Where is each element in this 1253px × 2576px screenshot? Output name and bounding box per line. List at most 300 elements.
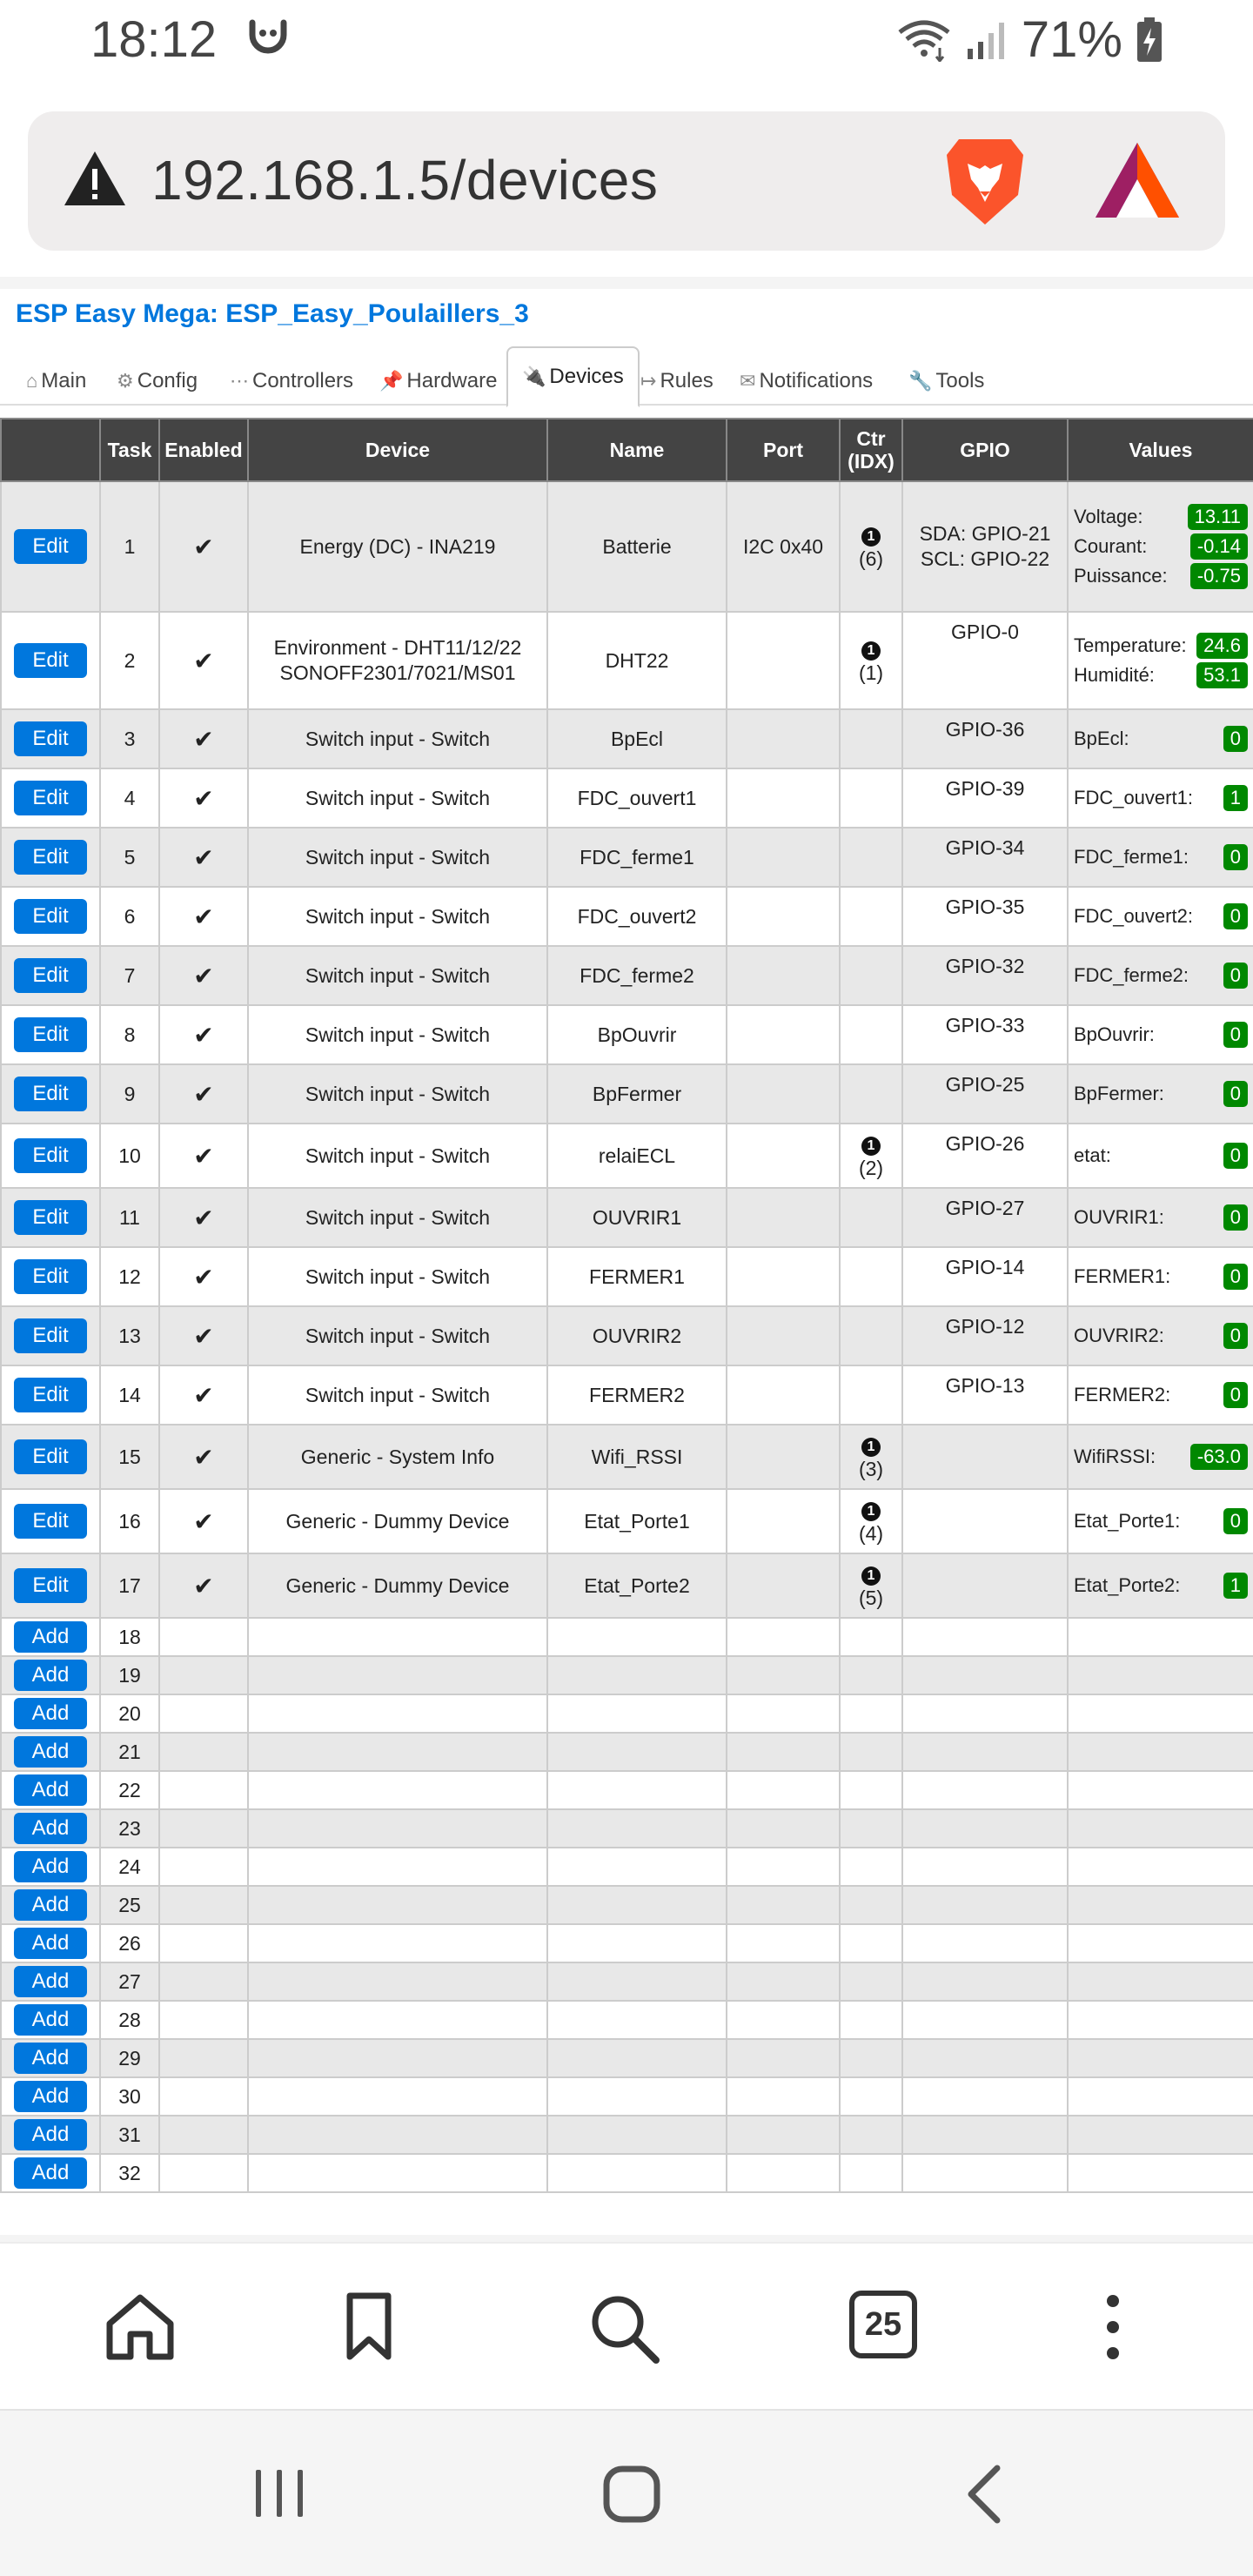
cell-name: OUVRIR2	[547, 1306, 727, 1365]
add-button[interactable]: Add	[14, 2081, 87, 2112]
table-row-empty	[1, 2001, 1253, 2039]
cell-empty	[547, 1771, 727, 1809]
cell-empty	[1068, 1924, 1253, 1962]
add-button[interactable]: Add	[14, 2119, 87, 2150]
cell-gpio	[902, 946, 1068, 1005]
cell-empty	[727, 1656, 840, 1694]
cell-empty	[840, 2039, 902, 2077]
table-row	[1, 481, 1253, 612]
table-row	[1, 887, 1253, 946]
cell-empty	[1068, 1962, 1253, 2001]
col-header-port: Port	[727, 419, 840, 481]
idx-value: (6)	[858, 547, 884, 571]
edit-button[interactable]: Edit	[14, 1200, 87, 1235]
cell-enabled	[159, 709, 248, 768]
tab-rules-label: Rules	[660, 369, 714, 392]
edit-button[interactable]: Edit	[14, 1077, 87, 1111]
cell-device: Switch input - Switch	[248, 1124, 547, 1188]
cell-empty	[1068, 1656, 1253, 1694]
value-badge: 1	[1223, 1573, 1248, 1599]
cell-port	[727, 1247, 840, 1306]
cell-name: Wifi_RSSI	[547, 1425, 727, 1489]
value-label: Etat_Porte2:	[1074, 1574, 1181, 1597]
page-title[interactable]: ESP Easy Mega: ESP_Easy_Poulaillers_3	[16, 299, 529, 328]
value-row	[1074, 961, 1248, 990]
value-row	[1074, 631, 1248, 661]
more-menu-icon[interactable]	[1100, 2292, 1126, 2362]
table-row-empty	[1, 2154, 1253, 2192]
value-label: FDC_ouvert2:	[1074, 905, 1193, 928]
cell-empty	[547, 2116, 727, 2154]
cell-port	[727, 1188, 840, 1247]
browser-toolbar	[0, 87, 1253, 277]
cell-action	[1, 2039, 100, 2077]
cell-device: Switch input - Switch	[248, 1064, 547, 1124]
gpio-line: GPIO-14	[945, 1256, 1025, 1278]
cell-gpio	[902, 768, 1068, 828]
cell-values	[1068, 1425, 1253, 1489]
cell-enabled	[159, 828, 248, 887]
tab-controllers-label: Controllers	[252, 369, 354, 392]
add-button[interactable]: Add	[14, 1736, 87, 1768]
home-icon[interactable]	[104, 2292, 176, 2362]
cell-device: Switch input - Switch	[248, 946, 547, 1005]
cell-device: Generic - Dummy Device	[248, 1489, 547, 1553]
value-label: OUVRIR2:	[1074, 1325, 1164, 1347]
tab-hardware-label: Hardware	[406, 369, 498, 392]
cell-empty	[547, 1848, 727, 1886]
cell-port	[727, 887, 840, 946]
cell-empty	[902, 1656, 1068, 1694]
cell-action	[1, 887, 100, 946]
cell-empty	[547, 1694, 727, 1733]
signal-icon	[966, 19, 1008, 61]
cell-name: Batterie	[547, 481, 727, 612]
table-row	[1, 1425, 1253, 1489]
battery-percent: 71%	[1021, 11, 1122, 68]
cell-port	[727, 1064, 840, 1124]
cell-empty	[248, 2039, 547, 2077]
cell-port: I2C 0x40	[727, 481, 840, 612]
add-button[interactable]: Add	[14, 1851, 87, 1882]
cell-action	[1, 2001, 100, 2039]
cell-ctr-idx	[840, 1306, 902, 1365]
cell-empty	[727, 2001, 840, 2039]
cell-device: Switch input - Switch	[248, 1306, 547, 1365]
nav-tabs	[0, 346, 1253, 406]
idx-value: (3)	[858, 1458, 884, 1481]
gpio-line: GPIO-32	[945, 955, 1025, 977]
cell-action	[1, 1771, 100, 1809]
cell-values	[1068, 1553, 1253, 1618]
cell-ctr-idx	[840, 768, 902, 828]
tab-notifications-label: Notifications	[759, 369, 874, 392]
value-badge: 0	[1223, 1264, 1248, 1290]
cell-empty	[159, 2077, 248, 2116]
cell-empty	[547, 1962, 727, 2001]
value-row	[1074, 1203, 1248, 1232]
add-button[interactable]: Add	[14, 1889, 87, 1921]
edit-button[interactable]: Edit	[14, 721, 87, 756]
col-header-values: Values	[1068, 419, 1253, 481]
col-header-enabled: Enabled	[159, 419, 248, 481]
cell-empty	[1068, 1848, 1253, 1886]
add-button[interactable]: Add	[14, 1621, 87, 1653]
cell-values	[1068, 1064, 1253, 1124]
devices-table	[0, 418, 1253, 2193]
cell-action	[1, 2154, 100, 2192]
check-icon: ✔	[193, 962, 214, 989]
cell-empty	[902, 1809, 1068, 1848]
cell-empty	[159, 1618, 248, 1656]
value-label: Puissance:	[1074, 565, 1168, 587]
value-badge: 0	[1223, 844, 1248, 870]
cell-ctr-idx	[840, 1124, 902, 1188]
notification-face-icon	[244, 14, 292, 63]
arrow-icon: ↦	[640, 370, 657, 392]
cell-action	[1, 1247, 100, 1306]
add-button[interactable]: Add	[14, 1928, 87, 1959]
value-row	[1074, 561, 1248, 591]
cell-task: 24	[100, 1848, 159, 1886]
cell-enabled	[159, 1553, 248, 1618]
check-icon: ✔	[193, 647, 214, 674]
controller-1-icon: 1	[861, 1438, 881, 1457]
cell-empty	[727, 2154, 840, 2192]
value-row	[1074, 1020, 1248, 1050]
value-label: Courant:	[1074, 535, 1148, 558]
cell-ctr-idx	[840, 1064, 902, 1124]
cell-empty	[159, 1886, 248, 1924]
table-row	[1, 1064, 1253, 1124]
cell-name: BpEcl	[547, 709, 727, 768]
cell-empty	[727, 1771, 840, 1809]
edit-button[interactable]: Edit	[14, 958, 87, 993]
cell-name: OUVRIR1	[547, 1188, 727, 1247]
pin-icon: 📌	[379, 370, 404, 392]
table-row	[1, 828, 1253, 887]
value-label: etat:	[1074, 1144, 1111, 1167]
cell-task: 9	[100, 1064, 159, 1124]
edit-button[interactable]: Edit	[14, 1504, 87, 1539]
gpio-line: SCL: GPIO-22	[920, 547, 1050, 570]
table-row-empty	[1, 1694, 1253, 1733]
cell-gpio	[902, 1064, 1068, 1124]
value-label: BpOuvrir:	[1074, 1023, 1155, 1046]
table-row	[1, 1247, 1253, 1306]
table-row-empty	[1, 1962, 1253, 2001]
gpio-line: GPIO-26	[945, 1132, 1025, 1155]
value-row	[1074, 902, 1248, 931]
cell-gpio	[902, 1124, 1068, 1188]
cell-action	[1, 1188, 100, 1247]
cell-gpio	[902, 828, 1068, 887]
edit-button[interactable]: Edit	[14, 1138, 87, 1173]
cell-task: 31	[100, 2116, 159, 2154]
value-badge: 53.1	[1196, 662, 1248, 688]
value-badge: 0	[1223, 963, 1248, 989]
cell-action	[1, 1694, 100, 1733]
brave-rewards-icon[interactable]	[1094, 141, 1181, 221]
edit-button[interactable]: Edit	[14, 1017, 87, 1052]
cell-empty	[159, 1962, 248, 2001]
cell-empty	[902, 2154, 1068, 2192]
recent-apps-icon[interactable]	[252, 2466, 306, 2520]
tab-config[interactable]	[117, 357, 198, 406]
cell-empty	[547, 1733, 727, 1771]
cell-empty	[902, 1694, 1068, 1733]
android-home-icon[interactable]	[602, 2465, 661, 2524]
table-row-empty	[1, 1848, 1253, 1886]
url-text[interactable]: 192.168.1.5/devices	[151, 149, 659, 211]
tab-hardware[interactable]	[379, 357, 497, 406]
cell-empty	[727, 1924, 840, 1962]
cell-values	[1068, 1005, 1253, 1064]
cell-ctr-idx	[840, 1188, 902, 1247]
cell-empty	[840, 2116, 902, 2154]
cell-device: Environment - DHT11/12/22 SONOFF2301/7021/MS01	[248, 612, 547, 709]
cell-task: 27	[100, 1962, 159, 2001]
cell-action	[1, 1962, 100, 2001]
cell-empty	[902, 2001, 1068, 2039]
cell-gpio	[902, 1306, 1068, 1365]
cell-empty	[902, 2077, 1068, 2116]
value-row	[1074, 1442, 1248, 1472]
cell-empty	[1068, 2154, 1253, 2192]
value-row	[1074, 1506, 1248, 1536]
add-button[interactable]: Add	[14, 1660, 87, 1691]
cell-task: 2	[100, 612, 159, 709]
cell-empty	[1068, 1618, 1253, 1656]
cell-task: 8	[100, 1005, 159, 1064]
edit-button[interactable]: Edit	[14, 840, 87, 875]
cell-port	[727, 1124, 840, 1188]
add-button[interactable]: Add	[14, 2004, 87, 2036]
cell-empty	[159, 1656, 248, 1694]
cell-empty	[248, 2001, 547, 2039]
cell-action	[1, 768, 100, 828]
cell-values	[1068, 1306, 1253, 1365]
cell-task: 11	[100, 1188, 159, 1247]
cell-device: Switch input - Switch	[248, 1247, 547, 1306]
cell-gpio	[902, 1365, 1068, 1425]
cell-port	[727, 946, 840, 1005]
cell-empty	[840, 2001, 902, 2039]
page-bottom-band	[0, 2235, 1253, 2242]
check-icon: ✔	[193, 902, 214, 930]
cell-empty	[248, 1848, 547, 1886]
edit-button[interactable]: Edit	[14, 1568, 87, 1603]
cell-empty	[727, 1809, 840, 1848]
cell-empty	[902, 1618, 1068, 1656]
cell-action	[1, 1553, 100, 1618]
add-button[interactable]: Add	[14, 1698, 87, 1729]
cell-task: 6	[100, 887, 159, 946]
cell-empty	[1068, 2039, 1253, 2077]
cell-ctr-idx	[840, 1489, 902, 1553]
table-row-empty	[1, 1886, 1253, 1924]
cell-empty	[547, 2039, 727, 2077]
cell-empty	[1068, 1771, 1253, 1809]
cell-enabled	[159, 768, 248, 828]
idx-value: (4)	[858, 1522, 884, 1546]
cell-action	[1, 2116, 100, 2154]
brave-shield-icon[interactable]	[941, 134, 1029, 228]
cell-gpio	[902, 1247, 1068, 1306]
value-badge: 0	[1223, 1204, 1248, 1231]
tab-devices-label: Devices	[549, 365, 624, 388]
table-row	[1, 1124, 1253, 1188]
idx-value: (2)	[858, 1157, 884, 1180]
tab-tools[interactable]	[908, 357, 984, 406]
value-label: WifiRSSI:	[1074, 1446, 1156, 1468]
add-button[interactable]: Add	[14, 2043, 87, 2074]
edit-button[interactable]: Edit	[14, 1318, 87, 1353]
cell-empty	[159, 1771, 248, 1809]
cell-gpio	[902, 612, 1068, 709]
cell-port	[727, 1306, 840, 1365]
edit-button[interactable]: Edit	[14, 1259, 87, 1294]
cell-task: 13	[100, 1306, 159, 1365]
back-icon[interactable]	[964, 2465, 1002, 2524]
gpio-line: GPIO-35	[945, 896, 1025, 918]
cell-action	[1, 1848, 100, 1886]
cell-empty	[248, 1924, 547, 1962]
tab-rules[interactable]	[640, 357, 714, 406]
check-icon: ✔	[193, 784, 214, 812]
controller-1-icon: 1	[861, 527, 881, 547]
cell-task: 7	[100, 946, 159, 1005]
status-right	[896, 10, 1163, 69]
value-label: Voltage:	[1074, 506, 1143, 528]
cell-enabled	[159, 1306, 248, 1365]
value-row	[1074, 1321, 1248, 1351]
cell-ctr-idx	[840, 1247, 902, 1306]
gpio-line: SDA: GPIO-21	[919, 522, 1051, 546]
cell-port	[727, 828, 840, 887]
table-row	[1, 1365, 1253, 1425]
cell-task: 32	[100, 2154, 159, 2192]
add-button[interactable]: Add	[14, 2157, 87, 2189]
cell-name: FDC_ferme2	[547, 946, 727, 1005]
warning-icon[interactable]	[63, 150, 127, 207]
cell-task: 12	[100, 1247, 159, 1306]
value-badge: 0	[1223, 1323, 1248, 1349]
cell-task: 22	[100, 1771, 159, 1809]
tab-notifications[interactable]	[740, 357, 873, 406]
edit-button[interactable]: Edit	[14, 529, 87, 564]
check-icon: ✔	[193, 1080, 214, 1108]
value-badge: 0	[1223, 903, 1248, 929]
value-badge: 0	[1223, 1508, 1248, 1534]
cell-enabled	[159, 1489, 248, 1553]
cell-name: BpFermer	[547, 1064, 727, 1124]
check-icon: ✔	[193, 725, 214, 753]
table-row-empty	[1, 2077, 1253, 2116]
check-icon: ✔	[193, 1204, 214, 1231]
value-row	[1074, 1079, 1248, 1109]
add-button[interactable]: Add	[14, 1774, 87, 1806]
search-icon[interactable]	[588, 2292, 661, 2365]
gpio-line: GPIO-25	[945, 1073, 1025, 1096]
tab-devices[interactable]	[506, 346, 640, 407]
cell-port	[727, 768, 840, 828]
cell-gpio	[902, 1005, 1068, 1064]
table-row-empty	[1, 1618, 1253, 1656]
cell-action	[1, 946, 100, 1005]
cell-empty	[248, 2154, 547, 2192]
edit-button[interactable]: Edit	[14, 643, 87, 678]
value-row	[1074, 724, 1248, 754]
gpio-line: GPIO-39	[945, 777, 1025, 800]
cell-action	[1, 481, 100, 612]
cell-action	[1, 1064, 100, 1124]
edit-button[interactable]: Edit	[14, 899, 87, 934]
cell-empty	[159, 2154, 248, 2192]
cell-device: Switch input - Switch	[248, 1365, 547, 1425]
cell-name: FDC_ferme1	[547, 828, 727, 887]
cell-empty	[902, 1771, 1068, 1809]
cell-empty	[1068, 1886, 1253, 1924]
cell-port	[727, 1489, 840, 1553]
cell-ctr-idx	[840, 1365, 902, 1425]
cell-empty	[840, 1656, 902, 1694]
cell-empty	[248, 1962, 547, 2001]
cell-empty	[547, 1618, 727, 1656]
page-top-band	[0, 277, 1253, 289]
address-bar[interactable]	[28, 111, 1225, 251]
cell-enabled	[159, 1425, 248, 1489]
edit-button[interactable]: Edit	[14, 1378, 87, 1412]
cell-empty	[840, 1886, 902, 1924]
table-row	[1, 946, 1253, 1005]
cell-action	[1, 1656, 100, 1694]
cell-ctr-idx	[840, 612, 902, 709]
value-badge: -63.0	[1190, 1444, 1248, 1470]
cell-empty	[840, 1924, 902, 1962]
cell-enabled	[159, 1124, 248, 1188]
cell-action	[1, 1924, 100, 1962]
cell-empty	[248, 1771, 547, 1809]
cell-empty	[1068, 2001, 1253, 2039]
cell-empty	[840, 1771, 902, 1809]
value-label: Humidité:	[1074, 664, 1155, 687]
cell-empty	[547, 1924, 727, 1962]
add-button[interactable]: Add	[14, 1813, 87, 1844]
bookmark-icon[interactable]	[345, 2292, 393, 2362]
table-row-empty	[1, 1656, 1253, 1694]
value-badge: 0	[1223, 1382, 1248, 1408]
cell-ctr-idx	[840, 946, 902, 1005]
table-row	[1, 1306, 1253, 1365]
add-button[interactable]: Add	[14, 1966, 87, 1997]
cell-empty	[159, 2001, 248, 2039]
cell-empty	[159, 2039, 248, 2077]
tab-main[interactable]	[26, 357, 86, 406]
controller-1-icon: 1	[861, 1137, 881, 1156]
table-row	[1, 768, 1253, 828]
edit-button[interactable]: Edit	[14, 1439, 87, 1474]
cell-values	[1068, 1489, 1253, 1553]
cell-port	[727, 709, 840, 768]
tab-count-button[interactable]: 25	[849, 2291, 917, 2358]
cell-empty	[840, 1733, 902, 1771]
cell-values	[1068, 1247, 1253, 1306]
edit-button[interactable]: Edit	[14, 781, 87, 815]
cell-task: 1	[100, 481, 159, 612]
tab-controllers[interactable]	[230, 357, 353, 406]
table-row	[1, 1005, 1253, 1064]
